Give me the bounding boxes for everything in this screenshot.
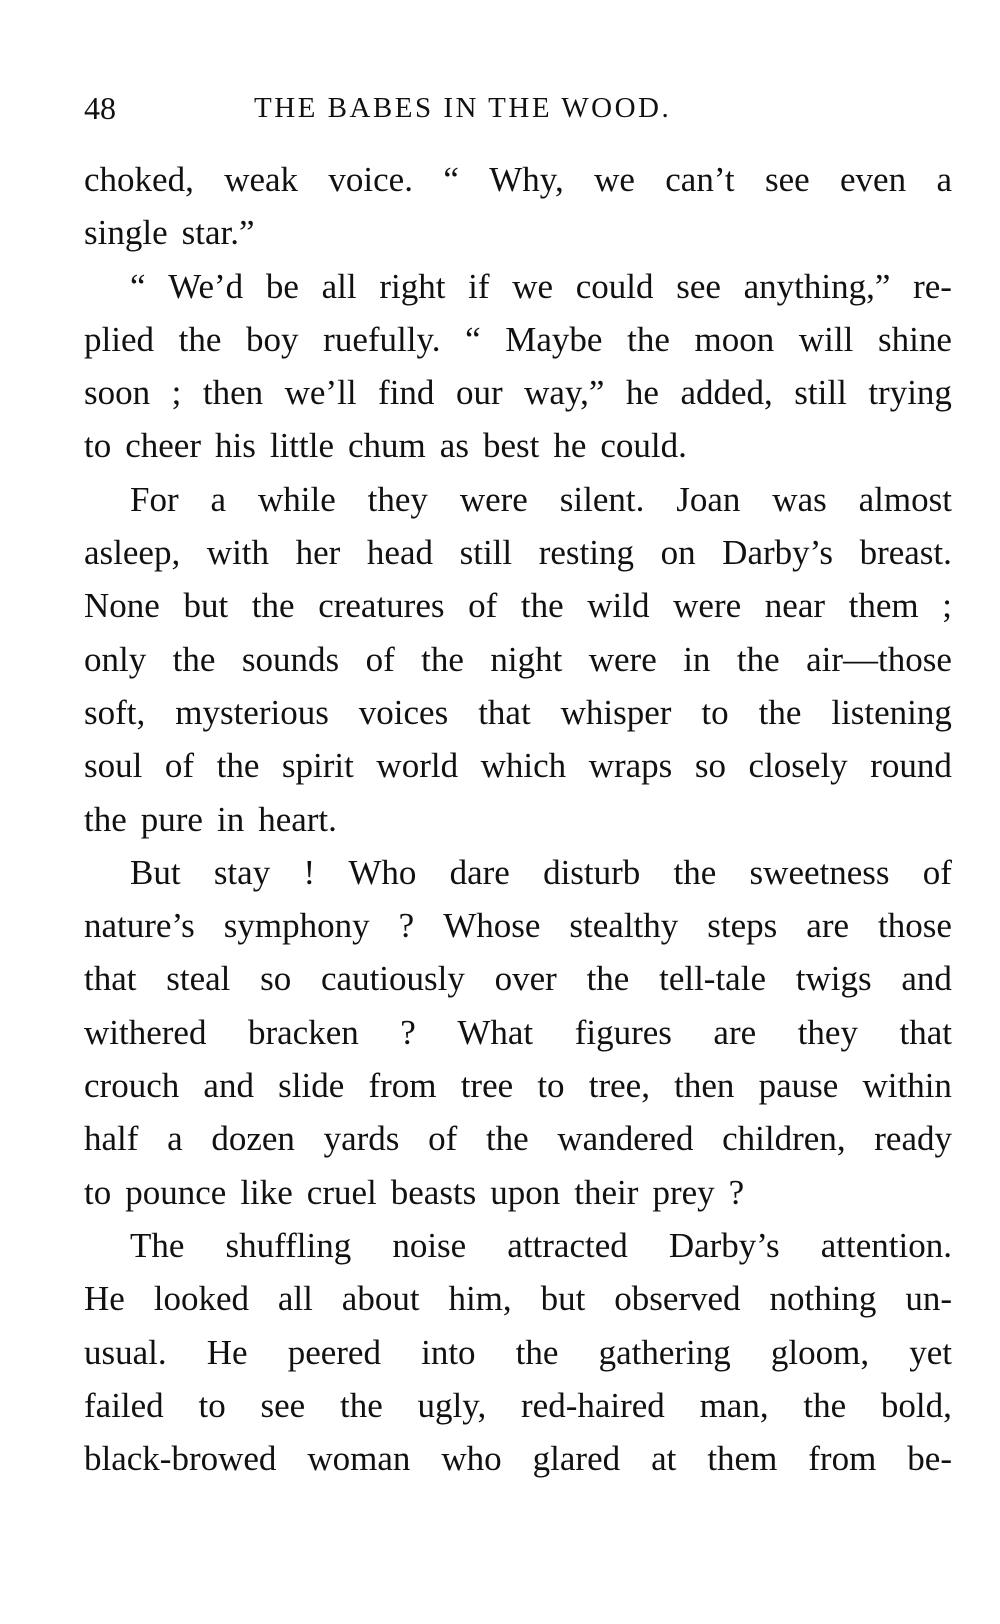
word: soul [84,746,143,786]
word: to [84,426,112,466]
text-line [84,846,952,899]
word: observed [614,1279,741,1319]
word: added, [680,373,773,413]
word: all [277,1279,313,1319]
running-head [84,88,944,132]
word: half [84,1119,139,1159]
word: ? [398,906,415,946]
text-line [84,1379,952,1432]
word: and [901,959,952,999]
word: The [130,1225,185,1265]
word: Darby’s [722,533,833,573]
word: the [172,639,216,679]
word: For [130,479,179,519]
word: still [794,373,847,413]
word: best [482,426,540,466]
word: children, [722,1119,846,1159]
word: voices [358,692,449,732]
word: ; [942,586,952,626]
text-line [84,633,952,686]
word: the [586,959,630,999]
word: a [936,160,952,199]
word: was [772,479,827,519]
word: world [376,746,459,786]
word: noise [392,1225,467,1265]
word: heart. [258,799,337,839]
word: as [439,426,469,466]
word: peered [287,1332,381,1372]
word: stay [213,852,271,892]
word: a [210,479,227,519]
word: his [215,426,256,466]
word: But [130,852,181,892]
word: so [260,959,292,999]
word: and [203,1066,254,1106]
word: then [202,373,264,413]
word: the [758,692,802,732]
word: cheer [125,426,201,466]
word: are [806,906,850,946]
text-line [84,473,952,526]
word: the [520,586,564,626]
word: yards [323,1119,400,1159]
text-line [84,153,952,206]
word: spirit [281,746,354,786]
word: head [366,533,433,573]
word: the [485,1119,529,1159]
word: of [428,1119,458,1159]
word: the [251,586,295,626]
word: from [808,1439,877,1479]
word: are [713,1012,757,1052]
word: then [674,1066,735,1106]
word: “ [443,160,459,199]
word: them [707,1439,778,1479]
word: pause [758,1066,839,1106]
text-line [84,1059,952,1112]
text-line [84,793,952,846]
word: bracken [247,1012,359,1052]
word: soft, [84,692,146,732]
word: ruefully. [323,319,441,359]
word: night [490,639,563,679]
word: Joan [676,479,741,519]
running-title: THE BABES IN THE WOOD. [254,92,672,124]
word: Who [348,852,417,892]
word: ! [303,852,316,892]
word: can’t [665,160,735,199]
text-line [84,1432,952,1485]
word: of [468,586,498,626]
word: that [899,1012,952,1052]
word: ugly, [417,1385,487,1425]
word: way,” [524,373,605,413]
word: bold, [880,1385,952,1425]
word: asleep, [84,533,181,573]
word: anything,” [743,266,891,306]
word: wandered [557,1119,694,1159]
word: listening [831,692,952,732]
word: steal [166,959,231,999]
word: Maybe [505,319,603,359]
word: He [206,1332,248,1372]
word: pure [140,799,203,839]
word: like [240,1172,293,1212]
text-line [84,899,952,952]
text-line [84,739,952,792]
word: prey [652,1172,715,1212]
word: upon [490,1172,561,1212]
word: wraps [588,746,673,786]
word: soon [84,373,151,413]
word: could [575,266,654,306]
word: that [84,959,137,999]
text-line [84,1006,952,1059]
word: them [848,586,919,626]
body-text [84,153,952,1485]
word: Darby’s [668,1225,780,1265]
word: dare [449,852,510,892]
word: shuffling [225,1225,352,1265]
word: our [455,373,503,413]
word: were [673,586,742,626]
word: could. [600,426,687,466]
word: cruel [306,1172,377,1212]
word: within [862,1066,952,1106]
word: to [537,1066,565,1106]
word: which [480,746,567,786]
word: him, [448,1279,512,1319]
word: choked, [84,160,194,199]
word: re- [913,266,952,306]
word: steps [707,906,778,946]
word: almost [858,479,952,519]
word: withered [84,1012,207,1052]
text-line [84,1326,952,1379]
word: the [216,746,260,786]
word: star.” [181,213,255,253]
word: but [183,586,229,626]
word: he [553,426,587,466]
word: ? [400,1012,416,1052]
word: cautiously [321,959,465,999]
word: single [84,213,168,253]
word: sounds [241,639,340,679]
word: a [167,1119,183,1159]
word: “ [465,319,481,359]
word: symphony [223,906,370,946]
word: creatures [318,586,445,626]
word: from [368,1066,437,1106]
text-line [84,579,952,632]
word: see [764,160,810,199]
word: trying [868,373,952,413]
word: those [878,906,952,946]
word: they [797,1012,858,1052]
word: un- [905,1279,952,1319]
text-line [84,952,952,1005]
word: find [378,373,435,413]
word: to [701,692,729,732]
word: chum [348,426,426,466]
word: twigs [795,959,872,999]
text-line [84,1219,952,1272]
word: with [206,533,270,573]
word: gloom, [770,1332,870,1372]
word: gathering [598,1332,731,1372]
word: if [468,266,490,306]
word: we’ll [284,373,357,413]
word: he [625,373,659,413]
text-line [84,206,952,259]
word: they [367,479,428,519]
word: man, [699,1385,769,1425]
text-line [84,1166,952,1219]
word: the [421,639,464,679]
word: tell-tale [659,959,766,999]
word: closely [748,746,848,786]
text-line [84,313,952,366]
word: the [515,1332,559,1372]
word: the [803,1385,847,1425]
word: nature’s [84,906,195,946]
word: breast. [859,533,952,573]
word: round [870,746,952,786]
word: ; [171,373,182,413]
word: yet [909,1332,952,1372]
word: resting [538,533,634,573]
word: disturb [543,852,641,892]
word: her [295,533,341,573]
word: beasts [390,1172,477,1212]
text-line [84,419,952,472]
word: Whose [443,906,541,946]
word: so [694,746,726,786]
word: see [260,1385,306,1425]
word: He [84,1279,125,1319]
text-line [84,366,952,419]
word: looked [153,1279,249,1319]
word: we [512,266,554,306]
page-number: 48 [84,90,116,126]
text-line [84,1272,952,1325]
word: to [84,1172,112,1212]
word: be [265,266,299,306]
word: moon [694,319,775,359]
word: shine [878,319,952,359]
word: be- [907,1439,952,1479]
word: right [379,266,446,306]
word: still [459,533,513,573]
word: black-browed [84,1439,277,1479]
word: wild [587,586,650,626]
text-line [84,1112,952,1165]
word: of [365,639,395,679]
word: dozen [211,1119,295,1159]
word: of [164,746,195,786]
text-line [84,526,952,579]
word: near [764,586,826,626]
word: that [478,692,531,732]
word: ? [728,1172,745,1212]
word: the [84,799,127,839]
word: figures [574,1012,672,1052]
word: even [840,160,907,199]
word: voice. [328,160,413,199]
word: plied [84,319,154,359]
word: None [84,586,160,626]
word: into [421,1332,476,1372]
word: mysterious [175,692,329,732]
word: about [341,1279,420,1319]
word: We’d [168,266,244,306]
word: the [673,852,717,892]
word: will [798,319,854,359]
word: ready [874,1119,952,1159]
word: nothing [769,1279,877,1319]
word: weak [224,160,299,199]
word: were [459,479,528,519]
text-line [84,260,952,313]
word: attracted [507,1225,628,1265]
word: Why, [489,160,564,199]
word: glared [532,1439,621,1479]
word: stealthy [569,906,679,946]
word: “ [130,266,146,306]
word: air—those [806,639,952,679]
word: who [441,1439,502,1479]
word: to [198,1385,226,1425]
word: silent. [559,479,645,519]
word: but [540,1279,586,1319]
word: all [321,266,357,306]
word: were [588,639,657,679]
word: woman [307,1439,411,1479]
word: over [494,959,557,999]
word: red-haired [521,1385,665,1425]
word: whisper [560,692,672,732]
word: sweetness [749,852,890,892]
word: see [676,266,721,306]
word: pounce [125,1172,227,1212]
word: attention. [820,1225,952,1265]
word: on [660,533,696,573]
word: What [457,1012,534,1052]
word: only [84,639,147,679]
word: in [683,639,711,679]
word: of [922,852,952,892]
word: boy [246,319,299,359]
word: in [216,799,245,839]
word: the [736,639,780,679]
word: failed [84,1385,164,1425]
word: at [651,1439,677,1479]
word: the [339,1385,383,1425]
text-line [84,686,952,739]
word: tree [460,1066,514,1106]
word: the [627,319,670,359]
word: we [594,160,635,199]
word: tree, [588,1066,650,1106]
word: their [574,1172,639,1212]
word: slide [278,1066,345,1106]
word: crouch [84,1066,180,1106]
word: little [269,426,335,466]
word: usual. [84,1332,167,1372]
word: while [257,479,336,519]
word: the [178,319,222,359]
